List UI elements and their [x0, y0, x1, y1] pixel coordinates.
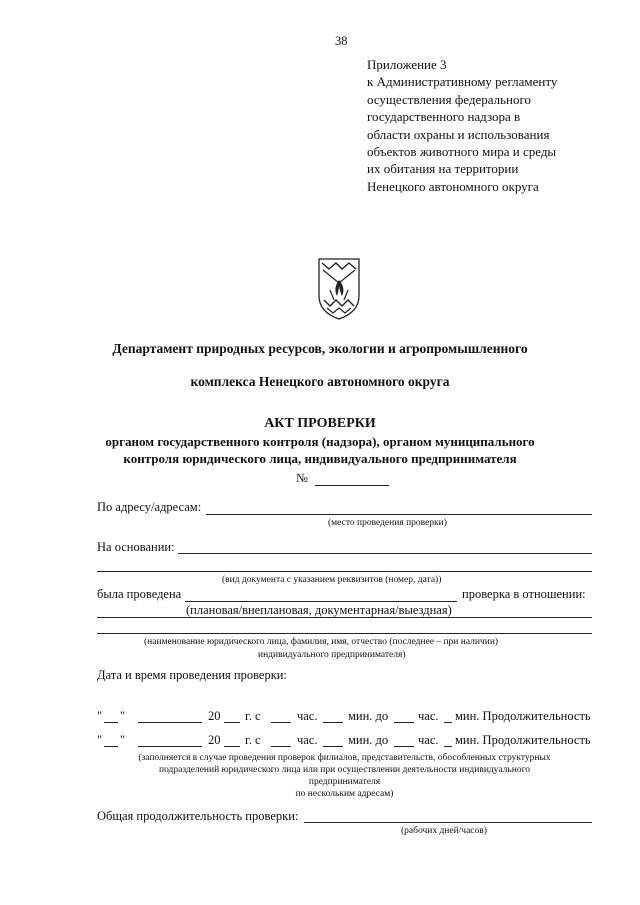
month-field[interactable] [138, 746, 202, 747]
appendix-line: области охраны и использования [367, 126, 550, 142]
appendix-line: их обитания на территории [367, 161, 519, 177]
appendix-line: Приложение 3 [367, 57, 447, 72]
entity-hint-2: индивидуального предпринимателя) [258, 650, 406, 660]
total-duration-label: Общая продолжительность проверки: [97, 809, 299, 823]
appendix-line: государственного надзора в [367, 109, 521, 125]
quote-close: " [120, 733, 126, 747]
note-line-4: по нескольким адресам) [295, 789, 394, 799]
conducted-field[interactable] [185, 601, 457, 602]
day-field[interactable] [104, 746, 118, 747]
appendix-line: к Административному регламенту [367, 74, 558, 90]
basis-hint: (вид документа с указанием реквизитов (номер, дата)) [222, 575, 442, 585]
act-subtitle1: органом государственного контроля (надзора), органом муниципального [105, 434, 535, 449]
department-line1: Департамент природных ресурсов, экологии и агропромышленного [112, 341, 528, 356]
appendix-line: объектов животного мира и среды [367, 144, 557, 160]
hour-label: час. [297, 733, 318, 747]
min-to-label: мин. до [348, 733, 389, 747]
hour-label: час. [297, 709, 318, 723]
min-from-field[interactable] [323, 722, 343, 723]
act-number-label: № [296, 471, 308, 485]
day-field[interactable] [104, 722, 118, 723]
quote-open: " [97, 733, 103, 747]
coat-of-arms-icon [316, 256, 362, 322]
hour-to-field[interactable] [394, 746, 414, 747]
department-line2: комплекса Ненецкого автономного округа [190, 374, 450, 389]
datetime-label: Дата и время проведения проверки: [97, 668, 287, 682]
address-label: По адресу/адресам: [97, 500, 202, 514]
quote-close: " [120, 709, 126, 723]
conducted-label: была проведена [97, 587, 182, 601]
entity-field-2[interactable] [97, 633, 592, 634]
min-from-field[interactable] [323, 746, 343, 747]
quote-open: " [97, 709, 103, 723]
appendix-line: осуществления федерального [367, 91, 532, 107]
duration-label: мин. Продолжительность [455, 709, 591, 723]
note-line-1: (заполняется в случае проведения проверок филиалов, представительств, обособленных структурных [138, 753, 551, 763]
min-to-label: мин. до [348, 709, 389, 723]
year-prefix: 20 [208, 733, 221, 747]
appendix-line: Ненецкого автономного округа [367, 178, 539, 194]
duration-label: мин. Продолжительность [455, 733, 591, 747]
year-field[interactable] [224, 722, 240, 723]
hour-to-label: час. [418, 733, 439, 747]
hour-from-field[interactable] [271, 722, 291, 723]
act-number-field[interactable] [315, 485, 389, 486]
hour-from-field[interactable] [271, 746, 291, 747]
total-duration-field[interactable] [304, 822, 592, 823]
min-to-field[interactable] [444, 746, 452, 747]
min-to-field[interactable] [444, 722, 452, 723]
act-subtitle2: контроля юридического лица, индивидуального предпринимателя [123, 451, 517, 466]
entity-field[interactable] [97, 617, 592, 618]
conducted-suffix: проверка в отношении: [462, 587, 586, 601]
address-field[interactable] [206, 514, 592, 515]
basis-label: На основании: [97, 540, 175, 554]
appendix-block [367, 56, 557, 195]
year-field[interactable] [224, 746, 240, 747]
total-duration-hint: (рабочих дней/часов) [401, 826, 487, 836]
hour-to-label: час. [418, 709, 439, 723]
note-line-2: подразделений юридического лица или при осуществлении деятельности индивидуального [158, 765, 530, 775]
month-field[interactable] [138, 722, 202, 723]
address-hint: (место проведения проверки) [328, 518, 447, 528]
entity-hint-1: (наименование юридического лица, фамилия, имя, отчество (последнее – при наличии) [144, 637, 499, 647]
g-from-label: г. с [245, 709, 261, 723]
hour-to-field[interactable] [394, 722, 414, 723]
basis-field-continuation[interactable] [97, 571, 592, 572]
note-line-3: предпринимателя [308, 777, 381, 787]
year-prefix: 20 [208, 709, 221, 723]
basis-field[interactable] [178, 553, 592, 554]
act-title: АКТ ПРОВЕРКИ [264, 416, 376, 431]
page-number: 38 [335, 34, 348, 48]
conducted-hint: (плановая/внеплановая, документарная/выездная) [186, 603, 452, 617]
g-from-label: г. с [245, 733, 261, 747]
